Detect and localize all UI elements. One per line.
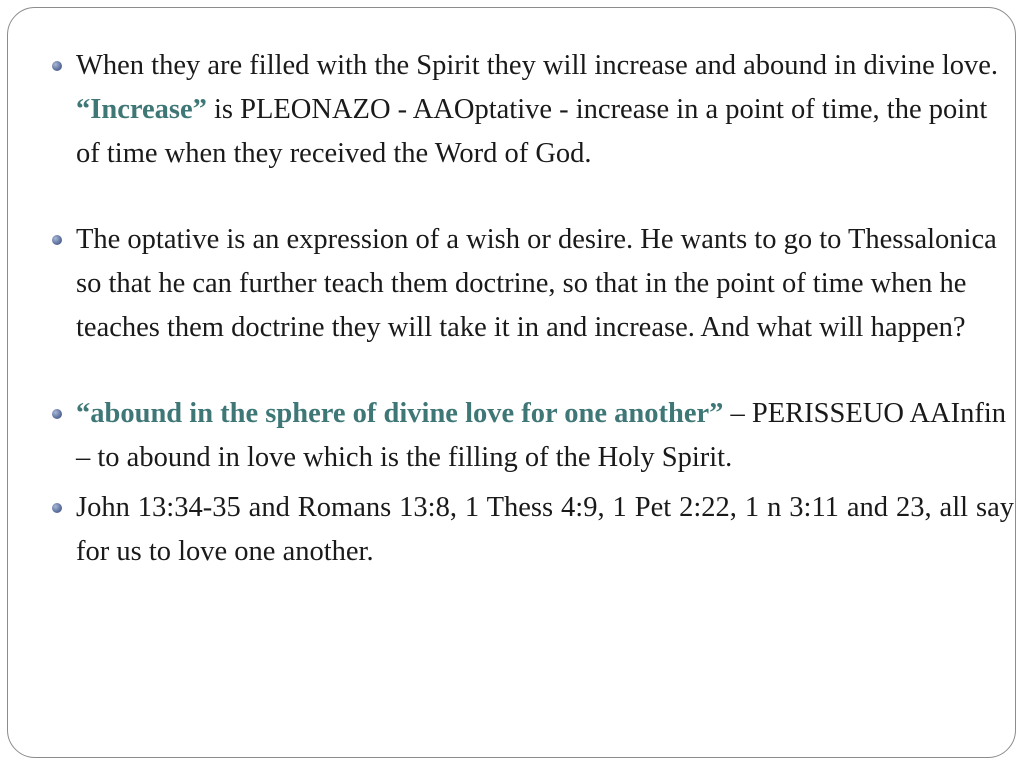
bullet-4-text: John 13:34-35 and Romans 13:8, 1 Thess 4:9, 1 Pet 2:22, 1 n 3:11 and 23, all say for us to love one another.: [76, 492, 1014, 567]
bullet-item-3: [52, 392, 1014, 480]
bullet-dot-icon: [52, 409, 62, 419]
bullet-2-text: The optative is an expression of a wish or desire. He wants to go to Thessalonica so that he can further teach them doctrine, so that in the point of time when he teaches them doctrine they will take it in and increase. And what will happen?: [76, 224, 997, 343]
bullet-item-2: [52, 218, 1014, 350]
bullet-1-text: When they are filled with the Spirit they will increase and abound in divine love.: [76, 50, 999, 81]
bullet-dot-icon: [52, 503, 62, 513]
bullet-3-highlight: “abound in the sphere of divine love for one another”: [76, 398, 724, 429]
bullet-dot-icon: [52, 61, 62, 71]
bullet-1-text-end: is PLEONAZO - AAOptative - increase in a point of time, the point of time when they received the Word of God.: [76, 94, 988, 169]
bullet-1-highlight: “Increase”: [76, 94, 207, 125]
bullet-item-4: [52, 486, 1014, 574]
bullet-item-1: [52, 44, 1014, 176]
slide: [7, 7, 1016, 758]
bullet-dot-icon: [52, 235, 62, 245]
bullet-3-text: – PERISSEUO AAInfin – to abound in love which is the filling of the Holy Spirit.: [76, 398, 1007, 473]
slide-content: [52, 44, 1014, 574]
